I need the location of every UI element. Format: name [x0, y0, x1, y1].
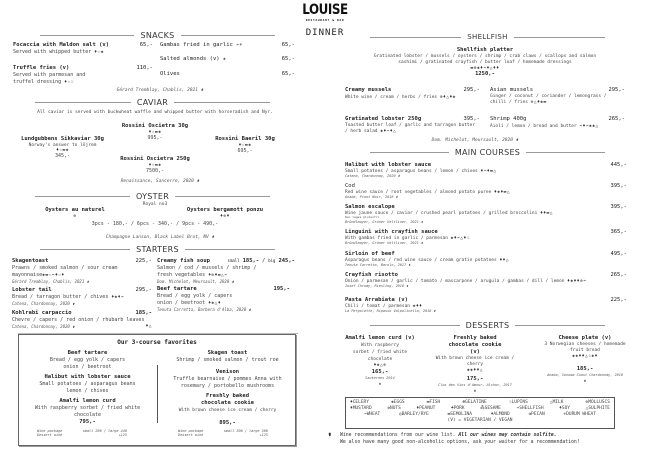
item-name: Rossini Oscietra 250g — [120, 156, 190, 162]
item-price: 295,- — [135, 287, 152, 293]
footer-line-2: We also have many good non-alcoholic options, ask your waiter for a recommendation! — [340, 440, 580, 445]
allergen-icons: ◈▬☆♒♦☆♦ — [42, 273, 65, 278]
allergen-icons: ◈♦♦ — [412, 304, 423, 309]
course-desc: Bread / egg yolk / capers onion / beetroot — [49, 357, 126, 370]
allergen-icons: ♦△ — [145, 324, 152, 329]
item-name: Amalfi lemon curd (v) — [345, 335, 415, 341]
section-title: STARTERS — [136, 245, 179, 254]
item-desc: Bread / egg yolk / capers onion / beetroot — [157, 293, 233, 306]
item-name: Oysters au naturel — [45, 207, 105, 213]
allergen-icons: ♦☆▬◈ — [148, 130, 162, 135]
oyster-variety: Royal no3 — [142, 202, 168, 207]
item-price: 365,- — [610, 229, 627, 235]
item-price: 7500,- — [145, 168, 165, 174]
wine-text: Anaba, Pinot Noir, 2018 — [345, 195, 394, 199]
dessert-wine-price: +125 — [259, 433, 268, 437]
wine-glass-icon: ⚱ — [395, 195, 398, 199]
allergen-icons: ♦☆▬◈ — [148, 163, 162, 168]
section-title: SHELLFISH — [467, 33, 508, 41]
wine-glass-icon: ⚱ — [211, 235, 215, 240]
section-title: CAVIAR — [136, 98, 169, 107]
section-title: DESSERTS — [465, 321, 510, 330]
item-name: Creamy fish soup — [157, 258, 210, 264]
allergen-icons: ♦◈♦▬△ — [494, 190, 511, 195]
item-desc: Small potatoes / asparagus beans / lemon / chives — [345, 169, 478, 174]
item-name: Rossini Baeril 30g — [215, 136, 275, 142]
favorites-menu-1 — [25, 350, 150, 426]
wine-glass-icon: ⚱ — [406, 284, 409, 288]
menu-item-gambas — [160, 42, 295, 49]
favorites-divider — [157, 365, 158, 423]
item-price: 995,- — [147, 135, 163, 141]
divider — [370, 37, 461, 38]
wine-text: Tenuta Carretta, Barbera d'Alba, 2020 — [157, 307, 247, 312]
item-name: Asian mussels — [490, 87, 534, 93]
wine-glass-icon: ⚱ — [200, 88, 204, 93]
allergen-icons: ♦◈△♦ — [208, 301, 222, 306]
legend-lupins: ♧LUPINS — [508, 400, 528, 405]
section-header-desserts — [370, 321, 605, 330]
item-name: Creamy mussels — [345, 87, 392, 93]
price-large: 245,- — [278, 258, 295, 264]
menu-item-kohlrabi — [12, 310, 152, 329]
wine-glass-icon: ⚱ — [408, 263, 411, 267]
item-price: 225,- — [135, 258, 152, 264]
divider — [181, 35, 275, 36]
dessert-wine-price: +125 — [118, 433, 127, 437]
divider — [35, 102, 131, 103]
item-desc: Salmon / cod / mussels / shrimp / fresh vegetables — [157, 265, 257, 278]
price-small: 185,- — [242, 258, 260, 264]
legend-sulphite: △SULPHITE — [585, 406, 610, 411]
item-price: 695,- — [237, 148, 253, 154]
legend-molluscs: ⊕MOLLUSCS — [585, 400, 610, 405]
item-desc: Bread / tarragon butter / chives — [12, 294, 109, 300]
wine-text: Bründlmayer, Grüner Veltliner, 2021 — [345, 241, 419, 245]
wine-glass-icon: ⚱ — [248, 307, 251, 312]
allergen-icons: ♦☆▬◈ — [238, 143, 252, 148]
item-price: 295,- — [608, 87, 625, 93]
dessert-chocolate-cookie — [430, 335, 520, 393]
item-price: 445,- — [610, 162, 627, 168]
legend-mustard: ♦MUSTARD — [350, 406, 372, 411]
wine-text: Gérard Tremblay, Chablis, 2021 — [116, 88, 198, 93]
course-name: Halibut with lobster sauce — [44, 374, 131, 380]
legend-durum-wheat: ✢DURUM WHEAT — [563, 412, 596, 417]
menu-item-almonds — [160, 56, 295, 63]
divider — [514, 37, 605, 38]
wine-text: Catena, Chardonnay, 2020 — [12, 324, 70, 329]
item-price: 65,- — [281, 42, 295, 48]
allergen-icons: ♦☆◈ — [94, 50, 104, 55]
legend-milk: △MILK — [549, 400, 564, 405]
allergen-icons: ♦⊕♦▬△♒ — [208, 273, 228, 278]
item-price: 195,- — [273, 286, 290, 292]
section-header-starters — [40, 245, 275, 254]
menu-item-oysters-ponzu — [180, 207, 270, 219]
footer-note — [340, 432, 640, 446]
course-name: Freshly baked chocolate cookie — [201, 393, 254, 406]
item-desc: Toasted butter loaf / garlic and tarragon butter / herb salad — [345, 123, 476, 134]
legend-peanut: ♦PEANUT — [416, 406, 436, 411]
item-price: 65,- — [281, 56, 295, 62]
menu-item-oscietra-30 — [110, 123, 200, 142]
item-price: 395,- — [610, 183, 627, 189]
item-name: Skagentoast — [12, 258, 49, 264]
size-large-label: big — [268, 258, 276, 263]
menu-item-pasta-arrabiata — [345, 297, 627, 313]
section-title: MAIN COURSES — [454, 148, 521, 157]
allergen-icons: ♦♒♦▬△ — [480, 169, 497, 174]
wine-glass-icon: ⚱ — [231, 279, 235, 284]
divider — [40, 35, 134, 36]
wine-text: Josef Chromy, Riesling, 2018 — [345, 284, 405, 288]
item-desc: Served with whipped butter — [13, 49, 92, 55]
divider — [370, 152, 449, 153]
wine-text: Anaba, Sonoma Coast Chardonnay, 2018 — [547, 373, 623, 377]
wine-text: Sauternes 2014 — [365, 376, 395, 380]
item-price: 495,- — [610, 251, 627, 257]
menu-item-fish-soup: Creamy fish soup small 185,- / big 245,- Salmon / cod / mussels / shrimp / fresh vegetables ♦⊕♦▬△♒ Dom. Michelot, Meursault, 2020 ⚱ — [157, 258, 295, 284]
allergen-icons: ⊕♦△♦◈ — [439, 95, 456, 100]
wine-glass-icon: ⚱ — [196, 179, 200, 184]
item-name: Olives — [160, 71, 180, 77]
allergen-icons: ◈◈♦♦△♧◈♦ — [572, 354, 598, 359]
item-price: 185,- — [135, 310, 152, 316]
wine-glass-icon: ⚱ — [328, 431, 332, 438]
course-name: Skagen toast — [207, 350, 248, 356]
wine-text: Catena, Chardonnay, 2020 — [12, 301, 70, 306]
legend-celery: ♦CELERY — [350, 400, 369, 405]
item-name: Rossini Oscietra 30g — [121, 123, 189, 129]
allergen-icons: ◈◈♦♦△ — [466, 368, 484, 373]
item-name: Kohlrabi carpaccio — [12, 310, 72, 316]
menu-item-focaccia — [13, 42, 153, 56]
item-price: 65,- — [139, 42, 153, 48]
wine-glass-icon: ⚱ — [433, 309, 436, 313]
menu-item-oysters-naturel — [30, 207, 120, 219]
menu-item-crayfish-risotto — [345, 272, 627, 288]
wine-glass-icon: ⚱ — [473, 388, 477, 393]
item-price: 395,- — [463, 116, 480, 122]
item-name: Shrimp 400g — [490, 116, 527, 122]
wine-glass-icon: ⚱ — [72, 301, 75, 306]
dessert-lemon-curd — [340, 335, 420, 386]
logo-subtitle: RESTAURANT & BAR — [305, 18, 345, 22]
menu-item-creamy-mussels — [345, 87, 480, 101]
allergen-icons: ♦♦▬△ — [540, 211, 553, 216]
menu-item-halibut — [345, 162, 627, 178]
item-note: Kan lages glutenfri — [345, 215, 380, 219]
legend-pecan: ⬗PECAN — [528, 412, 545, 417]
item-desc: Chevre / capers / red onion / rhubarb leaves — [12, 317, 145, 323]
item-name: Cod — [345, 183, 355, 189]
course-name: Amalfi lemon curd — [59, 398, 116, 404]
allergen-icons: ♒⚘ — [236, 43, 243, 48]
wine-package-label: Wine package — [37, 429, 63, 433]
legend-vegetarian-note: (V) = VEGETARIAN / VEGAN — [447, 418, 513, 423]
item-price: 395,- — [610, 204, 627, 210]
menu-price: 795,- — [79, 419, 96, 425]
course-desc: Truffle bearnaise / pommes Anna with rosemary / portobello mushrooms — [173, 376, 282, 389]
menu-item-sirloin — [345, 251, 627, 267]
section-header-main-courses — [370, 148, 605, 157]
dessert-wine-label: Dessert wine — [37, 433, 63, 437]
size-small-label: small — [227, 258, 240, 263]
oyster-prices: 3pcs - 180,- / 6pcs - 340,- / 9pcs - 490,- — [91, 221, 219, 227]
legend-sesame: ⁂SESAME — [480, 406, 501, 411]
item-price: 345,- — [54, 153, 71, 159]
item-desc: Chili / tomat / parmesan — [345, 304, 411, 309]
menu-item-cod — [345, 183, 627, 199]
item-price: 165,- — [371, 369, 389, 375]
wine-glass-icon: ⚱ — [420, 241, 423, 245]
allergen-icons: ⬗ — [222, 57, 227, 62]
legend-eggs: ◈EGGS — [391, 400, 405, 405]
item-desc: With brown cheese ice cream / cherry — [435, 356, 515, 367]
item-desc: Norway's answer to löjrom — [28, 143, 97, 148]
course-name: Venison — [215, 369, 240, 375]
section-header-caviar — [35, 98, 270, 107]
divider — [175, 196, 270, 197]
course-desc: With raspberry sorbet / fried white chocolate — [34, 405, 141, 418]
menu-item-asian-mussels — [490, 87, 625, 106]
menu-item-olives — [160, 71, 295, 78]
item-price: 185,- — [576, 366, 594, 372]
wine-glass-icon: ⚱ — [86, 279, 90, 284]
wine-recommendation — [60, 88, 260, 93]
dessert-wine-label: Dessert wine — [178, 433, 204, 437]
item-price: 265,- — [610, 272, 627, 278]
legend-pork: ♠PORK — [450, 406, 465, 411]
item-name: Lobster tail — [12, 287, 52, 293]
logo-text: LOUISE — [302, 2, 348, 18]
item-desc: With raspberry sorbet / fried white chocolate — [352, 343, 408, 362]
divider — [35, 196, 130, 197]
footer-line-1: Wine recommendations from our wine list. — [340, 433, 459, 438]
course-desc: Small potatoes / asparagus beans lemon / chives — [39, 381, 136, 394]
item-name: Truffle fries (v) — [13, 65, 70, 71]
wine-text: Catena, Chardonnay, 2020 — [345, 174, 396, 178]
legend-nuts: ⬗NUTS — [387, 406, 401, 411]
section-header-oyster — [35, 192, 270, 201]
section-header-shellfish — [370, 33, 605, 41]
wine-text: Dom. Michelot, Meursault, 2020 — [431, 138, 513, 143]
wine-text: Clos des Vins d'Amour, Alchov, 2017 — [438, 383, 512, 387]
restaurant-logo — [290, 2, 360, 22]
allergen-icons: ♦☆♧ — [64, 80, 74, 85]
favorites-title: Our 3-course favorites — [117, 339, 197, 346]
favorites-menu-2 — [165, 350, 290, 427]
item-name: Salmon escalope — [345, 204, 395, 210]
wine-glass-icon: ⚱ — [72, 324, 75, 329]
menu-item-oscietra-250 — [110, 156, 200, 175]
item-name: Halibut with lobster sauce — [345, 162, 432, 168]
allergen-icons: ♦◈△⊕ — [373, 363, 387, 368]
allergen-icons: ♦◈♦♦⊕♒ — [567, 279, 587, 284]
item-name: Linguini with crayfish sauce — [345, 229, 438, 235]
allergen-icons: ◈♦♒△♦♧ — [450, 236, 470, 241]
item-name: Gambas fried in garlic — [160, 42, 233, 48]
wine-package-1 — [37, 429, 127, 437]
divider — [185, 249, 275, 250]
item-desc: Aioli / lemon / bread and butter — [490, 124, 577, 129]
allergen-icons: ▬⊕◈♦♒♦△♦♦ — [470, 66, 500, 71]
divider — [174, 102, 270, 103]
divider — [515, 325, 605, 326]
allergen-legend — [345, 397, 615, 429]
allergen-icons: ♦☆▬◈ — [56, 148, 69, 153]
allergen-icons: ♦⊕♦ — [220, 214, 230, 219]
item-name: Lundgubbens Sikkaviar 30g — [21, 136, 104, 142]
wine-package-price: small 280 / large 440 — [82, 429, 127, 433]
item-price: 110,- — [136, 65, 153, 71]
menu-price: 895,- — [219, 420, 236, 426]
allergen-icons: ♦◈♦♒ — [111, 295, 125, 300]
item-name: Focaccia with Maldon salt (v) — [13, 42, 110, 48]
wine-glass-icon: ⚱ — [378, 381, 382, 386]
wine-glass-icon: ⚱ — [397, 174, 400, 178]
page-title: DINNER — [305, 28, 345, 38]
item-name: Cheese plate (v) — [558, 335, 612, 341]
item-price: 265,- — [608, 116, 625, 122]
menu-item-lobster-tail — [12, 287, 152, 306]
legend-fish: ▬FISH — [426, 400, 441, 405]
course-name: Beef tartare — [67, 350, 108, 356]
wine-text: Tenuta Carretta, Barolo, 2017 — [345, 263, 407, 267]
item-name: Salted almonds (v) — [160, 56, 220, 62]
wine-text: Champagne Lanson, Black Label Brut, NV — [105, 235, 209, 240]
course-desc: With brown cheese ice cream / cherry — [178, 408, 277, 413]
item-price: 295,- — [463, 87, 480, 93]
menu-item-gratinated-lobster — [345, 116, 480, 135]
item-desc: White wine / cream / herbs / fries — [345, 95, 438, 100]
wine-text: Gérard Tremblay, Chablis, 2021 — [12, 279, 85, 284]
item-name: Beef tartare — [157, 286, 197, 292]
allergen-icons: ◈♦♒♦△ — [380, 129, 397, 134]
wine-package-label: Wine package — [178, 429, 204, 433]
section-title: SNACKS — [140, 31, 175, 40]
item-name: Crayfish risotto — [345, 272, 398, 278]
item-desc: Ginger / coconut / coriander / lemongrass / chilli / fries — [490, 94, 607, 105]
item-name: Oysters bergamott ponzu — [186, 207, 264, 213]
section-header-snacks — [40, 31, 275, 40]
legend-barley-rye: ◎BARLEY/RYE — [399, 412, 429, 417]
item-name: Pasta Arrabiata (v) — [345, 297, 408, 303]
menu-item-sikkaviar — [15, 136, 110, 160]
item-price: 65,- — [281, 71, 295, 77]
allergen-icons: ♒♦♒◈◈△ — [579, 124, 599, 129]
menu-item-beef-tartare — [157, 286, 290, 312]
divider — [40, 249, 130, 250]
footer-sulfite-warning: All our wines may contain sulfite. — [458, 433, 557, 438]
item-desc: Prawns / smoked salmon / sour cream mayonnaise — [12, 265, 118, 278]
wine-glass-icon: ⚱ — [420, 219, 423, 224]
divider — [526, 152, 605, 153]
item-desc: 3 Norwegian cheeses / homemade fruit bread — [544, 342, 626, 353]
wine-recommendation — [400, 138, 550, 143]
divider — [370, 325, 460, 326]
item-desc: With gambas fried in garlic / parmesan — [345, 236, 448, 241]
caviar-intro: All caviar is served with buckwheat waffle and whipped butter with horseradish and Nyr. — [37, 110, 273, 115]
allergen-icons: ⊕ — [73, 214, 77, 219]
menu-item-truffle-fries — [13, 65, 153, 86]
wine-package-2 — [178, 429, 268, 437]
allergen-icons: ⊕△♦◈▬ — [530, 100, 547, 105]
section-title: OYSTER — [135, 192, 170, 201]
wine-text: La Pergolette, Ripasso Valpolicella, 2018 — [345, 309, 432, 313]
item-desc: Gratinated lobster / mussels / oysters / shrimp / crab claws / scallops and salmon sashimi / gratinated crayfish / butter loaf / homemade dressings — [373, 54, 597, 65]
legend-shellfish: ♒SHELLFISH — [516, 406, 544, 411]
wine-recommendation — [60, 179, 260, 184]
legend-soy: ♦SOY — [559, 406, 571, 411]
legend-gelatine: ⊛GELATINE — [462, 400, 487, 405]
menu-item-baeril — [200, 136, 290, 155]
item-desc: Served with parmesan and truffel dressing — [13, 72, 86, 85]
wine-text: Bründlmayer, Grüner Veltliner, 2021 — [345, 219, 419, 224]
dessert-cheese-plate — [530, 335, 640, 383]
legend-semolina: ▬SEMOLINA — [447, 412, 472, 417]
item-name: Shellfish platter — [456, 47, 514, 53]
menu-item-linguini — [345, 229, 627, 245]
item-desc: Red wine sauce / root vegetables / almond potato puree — [345, 190, 492, 195]
item-name: Sirloin of beef — [345, 251, 395, 257]
menu-item-salmon — [345, 204, 627, 224]
wine-glass-icon: ⚱ — [583, 378, 587, 383]
menu-item-skagentoast — [12, 258, 152, 284]
item-price: 1250,- — [475, 71, 495, 77]
wine-text: Dom. Michelot, Meursault, 2020 — [157, 279, 230, 284]
menu-item-shellfish-platter — [360, 47, 610, 78]
legend-wheat: ♒WHEAT — [364, 412, 381, 417]
course-desc: Shrimp / smoked salmon / trout roe — [176, 357, 279, 363]
allergen-icons: ♦♦△ — [499, 258, 510, 263]
item-desc: Wine jaune sauce / caviar / crushed pearl potatoes / grilled broccolini — [345, 211, 538, 216]
menu-item-shrimp — [490, 116, 625, 130]
wine-recommendation — [50, 235, 270, 240]
wine-package-price: small 300 / large 500 — [223, 429, 268, 433]
item-name: Gratinated lobster 250g — [345, 116, 422, 122]
item-price: 175,- — [466, 376, 484, 382]
wine-text: Renaissance, Sancerre, 2020 — [120, 179, 194, 184]
legend-almond: ♦ALMOND — [490, 412, 510, 417]
item-desc: Asparagus beans / red wine sauce / cream gratin potatoes — [345, 258, 497, 263]
item-desc: Onion / parmesan / garlic / tomato / mascarpone / arugula / gambas / dill / lemon — [345, 279, 565, 284]
item-name: Freshly baked chocolate cookie (v) — [448, 335, 502, 355]
item-price: 225,- — [610, 297, 627, 303]
wine-glass-icon: ⚱ — [515, 138, 519, 143]
